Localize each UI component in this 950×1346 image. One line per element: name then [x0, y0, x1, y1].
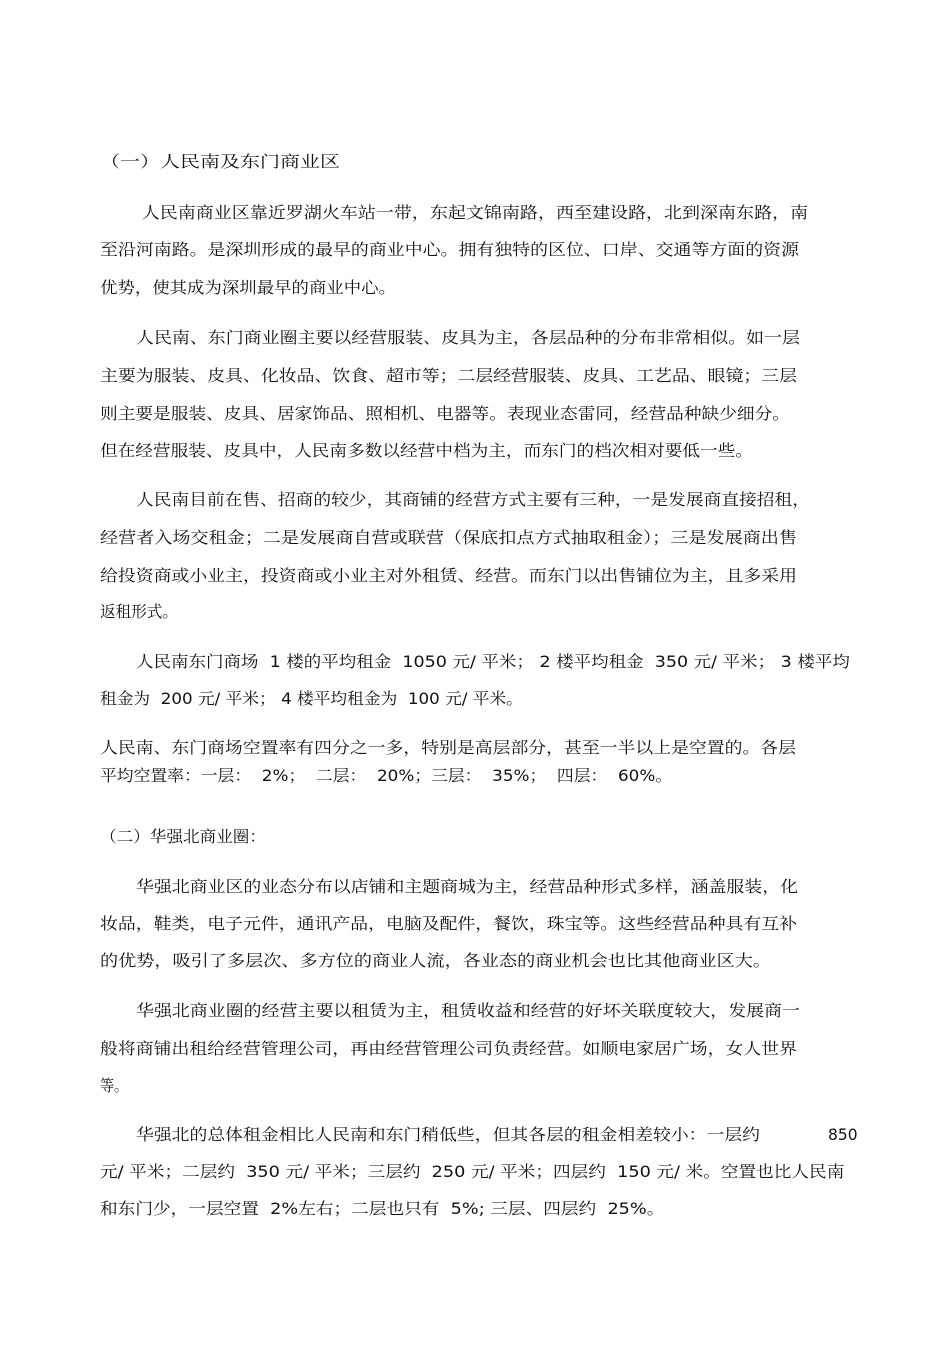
paragraph-line: 等。 [100, 1076, 129, 1095]
paragraph-line: 经营者入场交租金；二是发展商自营或联营（保底扣点方式抽取租金）；三是发展商出售 [100, 528, 798, 547]
paragraph-line: 人民南东门商场 1 楼的平均租金 1050 元/ 平米； 2 楼平均租金 350 元/ 平米； 3 楼平均 [136, 652, 850, 671]
paragraph-line: 至沿河南路。是深圳形成的最早的商业中心。拥有独特的区位、口岸、交通等方面的资源 [100, 240, 800, 259]
paragraph-line: 的优势，吸引了多层次、多方位的商业人流，各业态的商业机会也比其他商业区大。 [100, 951, 772, 970]
paragraph-line: 人民南、东门商业圈主要以经营服装、皮具为主，各层品种的分布非常相似。如一层 [136, 328, 801, 347]
paragraph-line: 但在经营服装、皮具中，人民南多数以经营中档为主，而东门的档次相对要低一些。 [100, 441, 754, 460]
paragraph-line: 华强北的总体租金相比人民南和东门稍低些，但其各层的租金相差较小：一层约 [136, 1125, 761, 1144]
paragraph-line: 优势，使其成为深圳最早的商业中心。 [100, 278, 397, 297]
paragraph-line: 返租形式。 [100, 602, 179, 621]
paragraph-line: 妆品，鞋类，电子元件，通讯产品，电脑及配件，餐饮，珠宝等。这些经营品种具有互补 [100, 914, 798, 933]
section-heading: （一）人民南及东门商业区 [100, 152, 341, 171]
paragraph-value: 850 [828, 1125, 858, 1144]
paragraph-line: 主要为服装、皮具、化妆品、饮食、超市等；二层经营服装、皮具、工艺品、眼镜；三层 [100, 366, 798, 385]
paragraph-line: 华强北商业区的业态分布以店铺和主题商城为主，经营品种形式多样，涵盖服装，化 [136, 877, 799, 896]
section-heading: （二）华强北商业圈： [100, 827, 267, 846]
paragraph-line: 平均空置率：一层： 2%； 二层： 20%；三层： 35%； 四层： 60%。 [100, 766, 673, 785]
paragraph-line: 给投资商或小业主，投资商或小业主对外租赁、经营。而东门以出售铺位为主，且多采用 [100, 566, 798, 585]
paragraph-line: 和东门少，一层空置 2%左右；二层也只有 5%; 三层、四层约 25%。 [100, 1199, 665, 1218]
paragraph-line: 华强北商业圈的经营主要以租赁为主，租赁收益和经营的好坏关联度较大，发展商一 [136, 1001, 801, 1020]
paragraph-line: 人民南目前在售、招商的较少，其商铺的经营方式主要有三种，一是发展商直接招租， [136, 490, 811, 509]
paragraph-line: 般将商铺出租给经营管理公司，再由经营管理公司负责经营。如顺电家居广场，女人世界 [100, 1039, 798, 1058]
paragraph-line: 元/ 平米；二层约 350 元/ 平米；三层约 250 元/ 平米；四层约 150 元/ 米。空置也比人民南 [100, 1162, 845, 1181]
paragraph-line: 则主要是服装、皮具、居家饰品、照相机、电器等。表现业态雷同，经营品种缺少细分。 [100, 404, 791, 423]
paragraph-line: 租金为 200 元/ 平米； 4 楼平均租金为 100 元/ 平米。 [100, 689, 523, 708]
paragraph-line: 人民南、东门商场空置率有四分之一多，特别是高层部分，甚至一半以上是空置的。各层 [100, 738, 797, 757]
paragraph-line: 人民南商业区靠近罗湖火车站一带，东起文锦南路，西至建设路，北到深南东路，南 [136, 203, 809, 222]
